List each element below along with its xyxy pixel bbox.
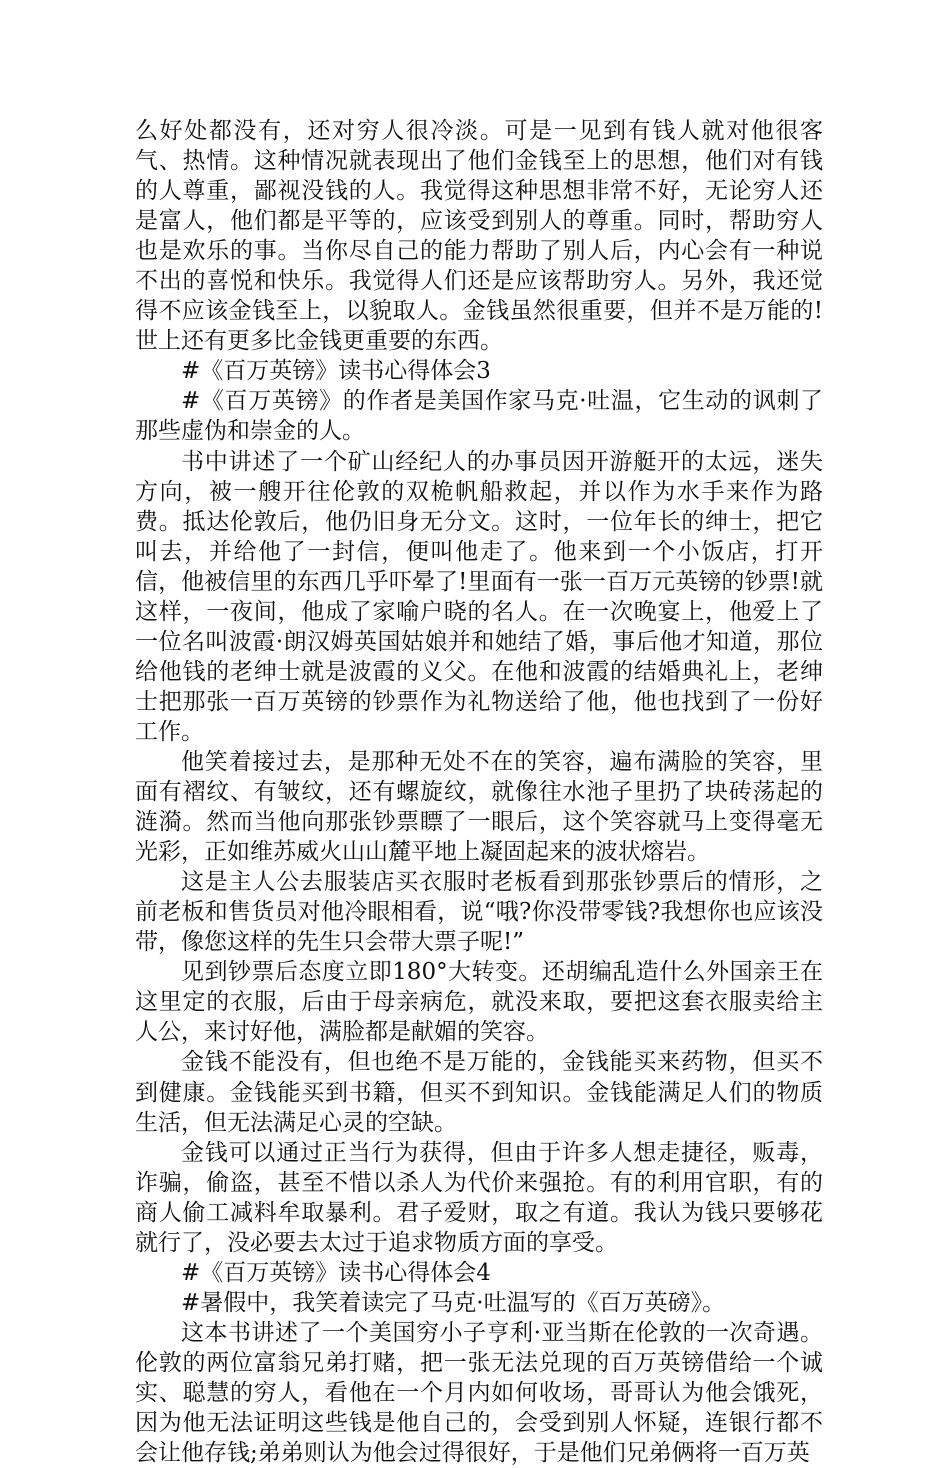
paragraph: 金钱可以通过正当行为获得，但由于许多人想走捷径，贩毒，诈骗，偷盗，甚至不惜以杀人为代价来强抢。有的利用官职，有的商人偷工减料牟取暴利。君子爱财，取之有道。我认为钱只要够花就行了，没必要去太过于追求物质方面的享受。 bbox=[135, 1139, 823, 1256]
section-heading-4: #《百万英镑》读书心得体会4 bbox=[181, 1259, 491, 1286]
paragraph: 这本书讲述了一个美国穷小子亨利·亚当斯在伦敦的一次奇遇。伦敦的两位富翁兄弟打赌，把一张无法兑现的百万英镑借给一个诚实、聪慧的穷人，看他在一个月内如何收场，哥哥认为他会饿死，因为他无法证明这些钱是他自己的，会受到别人怀疑，连银行都不会让他存钱;弟弟则认为他会过得很好，于是他们兄弟俩将一百万英 bbox=[135, 1319, 823, 1467]
paragraph: 书中讲述了一个矿山经纪人的办事员因开游艇开的太远，迷失方向，被一艘开往伦敦的双桅帆船救起，并以作为水手来作为路费。抵达伦敦后，他仍旧身无分文。这时，一位年长的绅士，把它叫去，并给他了一封信，便叫他走了。他来到一个小饭店，打开信，他被信里的东西几乎吓晕了!里面有一张一百万元英镑的钞票!就这样，一夜间，他成了家喻户晓的名人。在一次晚宴上，他爱上了一位名叫波霞·朗汉姆英国姑娘并和她结了婚，事后他才知道，那位给他钱的老绅士就是波霞的义父。在他和波霞的结婚典礼上，老绅士把那张一百万英镑的钞票作为礼物送给了他，他也找到了一份好工作。 bbox=[135, 448, 823, 745]
paragraph: 他笑着接过去，是那种无处不在的笑容，遍布满脸的笑容，里面有褶纹、有皱纹，还有螺旋纹，就像往水池子里扔了块砖荡起的涟漪。然而当他向那张钞票瞟了一眼后，这个笑容就马上变得毫无光彩，正如维苏威火山山麓平地上凝固起来的波状熔岩。 bbox=[135, 748, 823, 866]
section-heading-3: #《百万英镑》读书心得体会3 bbox=[181, 358, 491, 385]
paragraph-continuation: 么好处都没有，还对穷人很冷淡。可是一见到有钱人就对他很客气、热情。这种情况就表现出了他们金钱至上的思想，他们对有钱的人尊重，鄙视没钱的人。我觉得这种思想非常不好，无论穷人还是富人，他们都是平等的，应该受到别人的尊重。同时，帮助穷人也是欢乐的事。当你尽自己的能力帮助了别人后，内心会有一种说不出的喜悦和快乐。我觉得人们还是应该帮助穷人。另外，我还觉得不应该金钱至上，以貌取人。金钱虽然很重要，但并不是万能的!世上还有更多比金钱更重要的东西。 bbox=[135, 118, 823, 355]
paragraph: 这是主人公去服装店买衣服时老板看到那张钞票后的情形，之前老板和售货员对他冷眼相看，说“哦?你没带零钱?我想你也应该没带，像您这样的先生只会带大票子呢!” bbox=[135, 869, 823, 956]
paragraph: #暑假中，我笑着读完了马克·吐温写的《百万英磅》。 bbox=[181, 1289, 726, 1316]
paragraph: #《百万英镑》的作者是美国作家马克·吐温，它生动的讽刺了那些虚伪和崇金的人。 bbox=[135, 388, 823, 445]
paragraph: 金钱不能没有，但也绝不是万能的，金钱能买来药物，但买不到健康。金钱能买到书籍，但买不到知识。金钱能满足人们的物质生活，但无法满足心灵的空缺。 bbox=[135, 1049, 823, 1136]
document-body bbox=[135, 116, 823, 1468]
paragraph: 见到钞票后态度立即180°大转变。还胡编乱造什么外国亲王在这里定的衣服，后由于母亲病危，就没来取，要把这套衣服卖给主人公，来讨好他，满脸都是献媚的笑容。 bbox=[135, 959, 823, 1046]
